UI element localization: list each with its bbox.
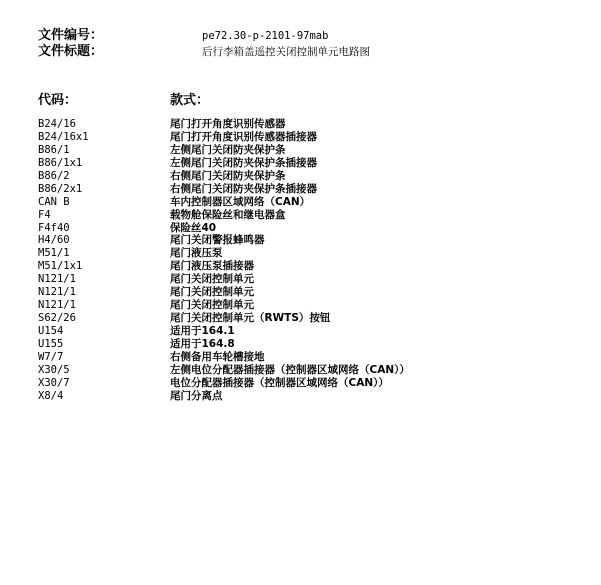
doc-title-label: 文件标题： bbox=[38, 44, 104, 59]
component-description: 右侧尾门关闭防夹保护条 bbox=[170, 169, 286, 182]
component-code: B24/16x1 bbox=[38, 130, 89, 143]
component-code: B24/16 bbox=[38, 118, 76, 130]
component-code: M51/1 bbox=[38, 247, 70, 260]
component-code: H4/60 bbox=[38, 234, 70, 247]
component-code: N121/1 bbox=[38, 299, 76, 312]
component-description: 载物舱保险丝和继电器盒 bbox=[170, 208, 286, 221]
component-code: N121/1 bbox=[38, 286, 76, 299]
list-item bbox=[38, 222, 578, 235]
list-item bbox=[38, 364, 578, 377]
doc-number-row bbox=[38, 24, 578, 43]
component-description: 适用于164.8 bbox=[170, 337, 235, 350]
list-item bbox=[38, 183, 578, 196]
component-code: U155 bbox=[38, 337, 64, 350]
component-description: 车内控制器区域网络（CAN） bbox=[170, 195, 311, 208]
component-code: N121/1 bbox=[38, 273, 76, 286]
document-header bbox=[38, 24, 578, 59]
component-description: 尾门关闭控制单元 bbox=[170, 286, 254, 299]
component-code: M51/1x1 bbox=[38, 260, 83, 273]
component-code: S62/26 bbox=[38, 312, 76, 325]
component-description: 左侧尾门关闭防夹保护条 bbox=[170, 143, 286, 156]
list-item bbox=[38, 234, 578, 247]
description-column-header: 款式： bbox=[170, 93, 210, 108]
component-code: U154 bbox=[38, 325, 64, 337]
component-description: 尾门打开角度识别传感器插接器 bbox=[170, 130, 317, 143]
list-item bbox=[38, 390, 578, 403]
component-description: 尾门液压泵 bbox=[170, 247, 223, 260]
component-description: 尾门打开角度识别传感器 bbox=[170, 118, 286, 130]
list-item bbox=[38, 325, 578, 338]
component-description: 尾门关闭控制单元 bbox=[170, 273, 254, 286]
list-item bbox=[38, 273, 578, 286]
component-description: 右侧尾门关闭防夹保护条插接器 bbox=[170, 182, 317, 195]
component-description: 适用于164.1 bbox=[170, 325, 235, 337]
column-headers bbox=[38, 89, 209, 108]
component-code: B86/2 bbox=[38, 169, 70, 182]
list-item bbox=[38, 131, 578, 144]
component-description: 保险丝40 bbox=[170, 221, 217, 234]
list-item bbox=[38, 338, 578, 351]
list-item bbox=[38, 157, 578, 170]
component-description: 电位分配器插接器（控制器区域网络（CAN）） bbox=[170, 376, 389, 389]
component-description: 左侧尾门关闭防夹保护条插接器 bbox=[170, 156, 317, 169]
doc-title-row bbox=[38, 40, 578, 59]
component-code: B86/1 bbox=[38, 143, 70, 156]
list-item bbox=[38, 260, 578, 273]
list-item bbox=[38, 247, 578, 260]
component-code: X30/5 bbox=[38, 363, 70, 376]
list-item bbox=[38, 312, 578, 325]
component-code: W7/7 bbox=[38, 350, 64, 363]
list-item bbox=[38, 209, 578, 222]
list-item bbox=[38, 196, 578, 209]
component-description: 尾门分离点 bbox=[170, 389, 223, 402]
code-column-header: 代码： bbox=[38, 93, 78, 108]
doc-number-label: 文件编号： bbox=[38, 28, 104, 43]
doc-title-value: 后行李箱盖遥控关闭控制单元电路图 bbox=[202, 46, 370, 58]
component-description: 尾门液压泵插接器 bbox=[170, 260, 254, 273]
doc-number-value: pe72.30-p-2101-97mab bbox=[202, 30, 329, 42]
list-item bbox=[38, 351, 578, 364]
list-item bbox=[38, 286, 578, 299]
component-code: B86/1x1 bbox=[38, 156, 83, 169]
component-code: CAN B bbox=[38, 195, 70, 208]
component-description: 左侧电位分配器插接器（控制器区域网络（CAN）） bbox=[170, 363, 410, 376]
list-item bbox=[38, 377, 578, 390]
component-description: 右侧备用车轮槽接地 bbox=[170, 350, 265, 363]
component-description: 尾门关闭控制单元 bbox=[170, 299, 254, 312]
component-code: F4f40 bbox=[38, 221, 70, 234]
component-code: F4 bbox=[38, 208, 51, 221]
component-description: 尾门关闭警报蜂鸣器 bbox=[170, 234, 265, 247]
component-list bbox=[38, 118, 578, 403]
component-description: 尾门关闭控制单元（RWTS）按钮 bbox=[170, 312, 331, 325]
list-item bbox=[38, 170, 578, 183]
component-code: X30/7 bbox=[38, 376, 70, 389]
list-item bbox=[38, 144, 578, 157]
list-item bbox=[38, 299, 578, 312]
component-code: B86/2x1 bbox=[38, 182, 83, 195]
component-code: X8/4 bbox=[38, 389, 64, 402]
list-item bbox=[38, 118, 578, 131]
